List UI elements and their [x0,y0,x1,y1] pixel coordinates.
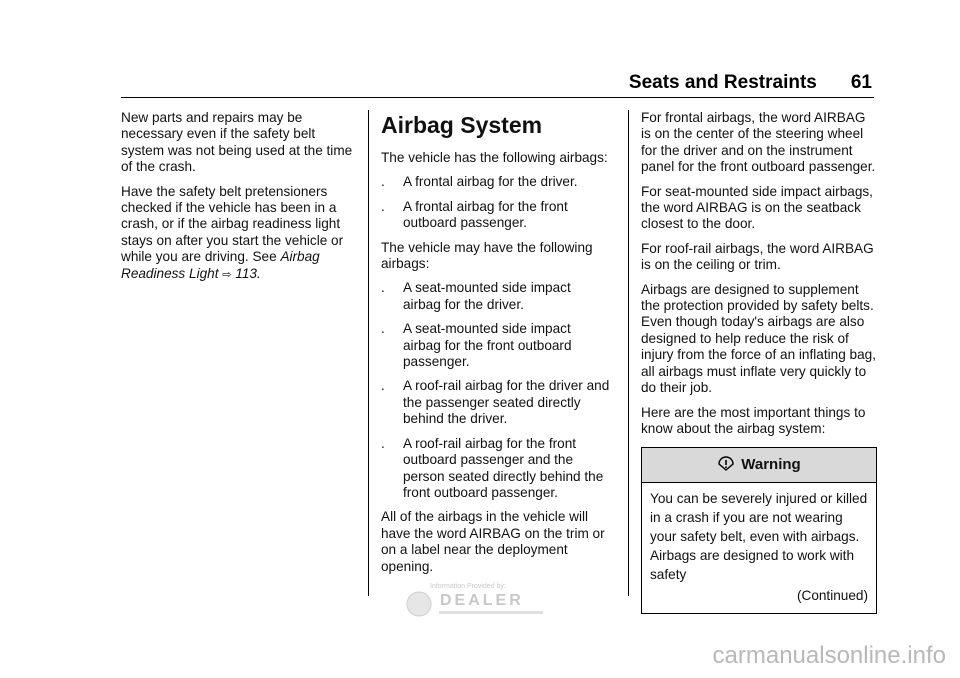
paragraph: New parts and repairs may be necessary even if the safety belt system was not being used at the time of the crash. [121,110,353,175]
page-reference[interactable]: 113. [235,265,261,281]
section-name: Seats and Restraints [628,72,817,93]
list-item-text: A seat-mounted side impact airbag for the driver. [403,280,571,312]
paragraph: The vehicle may have the following airbags: [381,239,593,272]
watermark-brand: DEALER [440,592,524,609]
list-item [381,174,611,190]
list-item-text: A roof-rail airbag for the driver and the passenger seated directly behind the driver. [403,378,610,427]
paragraph-with-reference [121,184,357,283]
cross-reference-link[interactable]: Airbag Readiness Light [121,249,320,281]
warning-body [642,483,876,613]
bullet-icon: . [381,435,385,451]
bullet-icon: . [381,280,385,296]
list-item [381,436,611,502]
warning-header [642,448,876,483]
section-title: Airbag System [381,112,543,138]
bullet-icon: . [381,378,385,394]
list-item-text: A seat-mounted side impact airbag for the front outboard passenger. [403,321,572,370]
paragraph: Airbags are designed to supplement the protection provided by safety belts. Even though today's airbags are also designed to help reduce the risk of injury from the force of an inflating bag, all airbags must inflate very quickly to do their job. [641,281,876,396]
column-3 [641,110,877,614]
paragraph-text: Have the safety belt pretensioners checked if the vehicle has been in a crash, or if the airbag readiness light stays on after you start the vehicle or while you are driving. See [121,183,344,265]
list-item-text: A frontal airbag for the driver. [403,174,578,190]
list-item-text: A roof-rail airbag for the front outboard passenger and the person seated directly behind the front outboard passenger. [403,435,604,500]
list-item [381,280,611,313]
list-item [381,321,611,370]
warning-icon [717,455,735,475]
bullet-icon: . [381,198,385,214]
warning-box [641,447,877,614]
paragraph: The vehicle has the following airbags: [381,150,608,165]
column-2 [381,112,611,583]
footer-url[interactable]: carmanualsonline.info [712,642,946,669]
list-item [381,199,611,232]
page-number: 61 [850,72,872,93]
column-divider-1 [368,110,369,596]
page-header [629,72,872,94]
watermark-caption: Information Provided by: [430,583,506,590]
paragraph: Here are the most important things to know about the airbag system: [641,404,866,436]
list-item [381,378,611,427]
paragraph: For frontal airbags, the word AIRBAG is on the center of the steering wheel for the driver and on the instrument panel for the front outboard passenger. [641,110,876,175]
warning-title: Warning [741,456,801,474]
bullet-icon: . [381,321,385,337]
paragraph: For seat-mounted side impact airbags, the word AIRBAG is on the seatback closest to the door. [641,183,873,232]
column-divider-2 [628,110,629,596]
paragraph: For roof-rail airbags, the word AIRBAG is on the ceiling or trim. [641,240,874,273]
list-item-text: A frontal airbag for the front outboard passenger. [403,198,568,231]
page-ref-arrow-icon: ⇨ [222,268,232,281]
column-1 [121,110,357,291]
warning-text: You can be severely injured or killed in a crash if you are not wearing your safety belt, even with airbags. Airbags are designed to work with safety [650,491,868,583]
continued-label: (Continued) [796,588,868,604]
bullet-icon: . [381,174,385,190]
paragraph: All of the airbags in the vehicle will have the word AIRBAG on the trim or on a label near the deployment opening. [381,509,605,574]
header-rule [121,97,874,98]
